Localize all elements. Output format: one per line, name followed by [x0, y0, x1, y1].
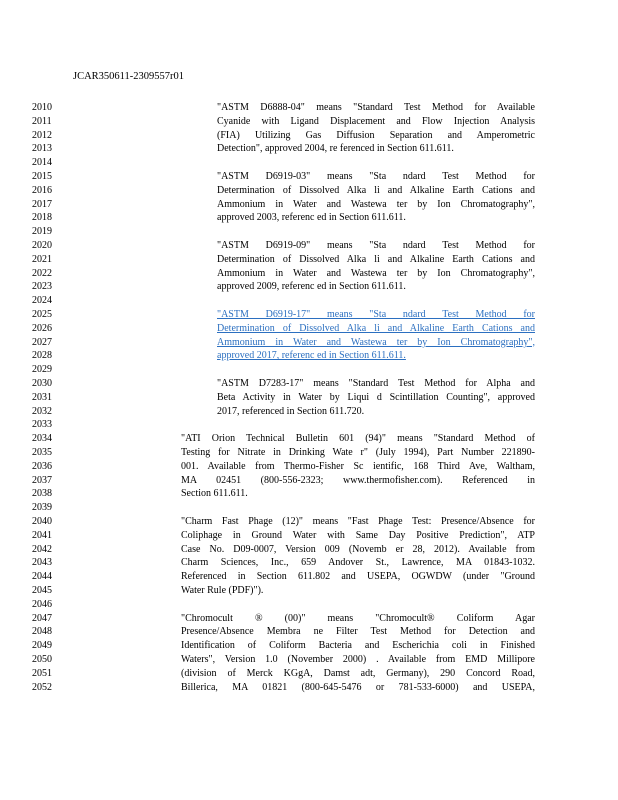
body-text-line: Determination of Dissolved Alka li and Alkaline Earth Cations and — [217, 184, 535, 196]
body-text-line: Coliphage in Ground Water with Same Day Positive Prediction", ATP — [181, 529, 535, 541]
line-number: 2012 — [32, 129, 52, 141]
body-text-line: Charm Sciences, Inc., 659 Andover St., Lawrence, MA 01843-1032. — [181, 557, 535, 569]
line-number: 2011 — [32, 115, 52, 127]
line-number: 2031 — [32, 391, 52, 403]
line-number: 2022 — [32, 267, 52, 279]
line-number: 2030 — [32, 378, 52, 389]
line-number: 2039 — [32, 502, 52, 514]
body-text-line: Beta Activity in Water by Liqui d Scintillation Counting", approved — [217, 391, 535, 403]
line-number: 2017 — [32, 198, 52, 210]
line-number: 2020 — [32, 240, 52, 251]
line-number: 2038 — [32, 488, 52, 500]
line-number: 2049 — [32, 640, 52, 652]
body-text-line: "ASTM D6919-09" means "Sta ndard Test Method for — [217, 240, 535, 251]
line-number: 2044 — [32, 571, 52, 583]
line-number: 2026 — [32, 322, 52, 334]
line-number: 2048 — [32, 626, 52, 638]
body-text-line: Water Rule (PDF)"). — [181, 585, 264, 596]
amended-text-line: "ASTM D6919-17" means "Sta ndard Test Method for — [217, 309, 535, 320]
line-number: 2024 — [32, 295, 52, 307]
body-text-line: Waters", Version 1.0 (November 2000) . Available from EMD Millipore — [181, 654, 535, 665]
amended-text-line: Determination of Dissolved Alka li and Alkaline Earth Cations and — [217, 322, 535, 334]
line-number: 2034 — [32, 433, 52, 445]
body-text-line: approved 2009, referenc ed in Section 611.611. — [217, 281, 406, 293]
body-text-line: (FIA) Utilizing Gas Diffusion Separation and Amperometric — [217, 129, 535, 141]
line-number: 2014 — [32, 157, 52, 169]
body-text-line: Determination of Dissolved Alka li and Alkaline Earth Cations and — [217, 253, 535, 265]
line-number: 2029 — [32, 364, 52, 376]
body-text-line: Detection", approved 2004, re ferenced in Section 611.611. — [217, 143, 454, 155]
body-text-line: 2017, referenced in Section 611.720. — [217, 405, 365, 417]
line-number: 2018 — [32, 212, 52, 224]
line-number: 2036 — [32, 460, 52, 472]
body-text-line: Ammonium in Water and Wastewa ter by Ion Chromatography", — [217, 267, 535, 279]
body-text-line: Ammonium in Water and Wastewa ter by Ion Chromatography", — [217, 198, 535, 210]
body-text-line: Referenced in Section 611.802 and USEPA, OGWDW (under "Ground — [181, 571, 535, 583]
line-number: 2013 — [32, 143, 52, 155]
body-text-line: Section 611.611. — [181, 488, 248, 500]
amended-text-line: Ammonium in Water and Wastewa ter by Ion Chromatography", — [217, 336, 535, 348]
line-number: 2010 — [32, 102, 52, 113]
body-text-line: approved 2003, referenc ed in Section 611.611. — [217, 212, 406, 224]
line-number: 2051 — [32, 667, 52, 679]
line-number: 2016 — [32, 184, 52, 196]
line-number: 2021 — [32, 253, 52, 265]
body-text-line: Cyanide with Ligand Displacement and Flow Injection Analysis — [217, 115, 535, 127]
body-text-line: 001. Available from Thermo-Fisher Sc ientific, 168 Third Ave, Waltham, — [181, 460, 535, 472]
line-number: 2047 — [32, 612, 52, 624]
line-number: 2041 — [32, 529, 52, 541]
line-number: 2043 — [32, 557, 52, 569]
line-number: 2027 — [32, 336, 52, 348]
body-text-line: Presence/Absence Membra ne Filter Test Method for Detection and — [181, 626, 535, 638]
body-text-line: "Chromocult ® (00)" means "Chromocult® Coliform Agar — [181, 612, 535, 624]
line-number: 2015 — [32, 171, 52, 182]
line-number: 2045 — [32, 585, 52, 596]
line-number: 2052 — [32, 681, 52, 693]
body-text-line: "Charm Fast Phage (12)" means "Fast Phage Test: Presence/Absence for — [181, 516, 535, 527]
body-text-line: "ATI Orion Technical Bulletin 601 (94)" means "Standard Method of — [181, 433, 535, 445]
line-number: 2046 — [32, 598, 52, 610]
body-text-line: "ASTM D6919-03" means "Sta ndard Test Method for — [217, 171, 535, 182]
body-text-line: MA 02451 (800-556-2323; www.thermofisher.com). Referenced in — [181, 474, 535, 486]
line-number: 2042 — [32, 543, 52, 555]
body-text-line: (division of Merck KGgA, Damst adt, Germany), 290 Concord Road, — [181, 667, 535, 679]
line-number: 2023 — [32, 281, 52, 293]
amended-text-line: approved 2017, referenc ed in Section 611.611. — [217, 350, 406, 362]
body-text-line: Testing for Nitrate in Drinking Wate r" (July 1994), Part Number 221890- — [181, 447, 535, 458]
line-number: 2025 — [32, 309, 52, 320]
line-number: 2035 — [32, 447, 52, 458]
body-text-line: "ASTM D7283-17" means "Standard Test Method for Alpha and — [217, 378, 535, 389]
line-number: 2040 — [32, 516, 52, 527]
line-number: 2033 — [32, 419, 52, 431]
body-text-line: Case No. D09-0007, Version 009 (Novemb er 28, 2012). Available from — [181, 543, 535, 555]
body-text-line: Billerica, MA 01821 (800-645-5476 or 781-533-6000) and USEPA, — [181, 681, 535, 693]
line-number: 2032 — [32, 405, 52, 417]
body-text-line: "ASTM D6888-04" means "Standard Test Method for Available — [217, 102, 535, 113]
document-id-header: JCAR350611-2309557r01 — [73, 71, 185, 82]
line-number: 2050 — [32, 654, 52, 665]
line-number: 2028 — [32, 350, 52, 362]
line-number: 2019 — [32, 226, 52, 238]
body-text-line: Identification of Coliform Bacteria and Escherichia coli in Finished — [181, 640, 535, 652]
line-number: 2037 — [32, 474, 52, 486]
